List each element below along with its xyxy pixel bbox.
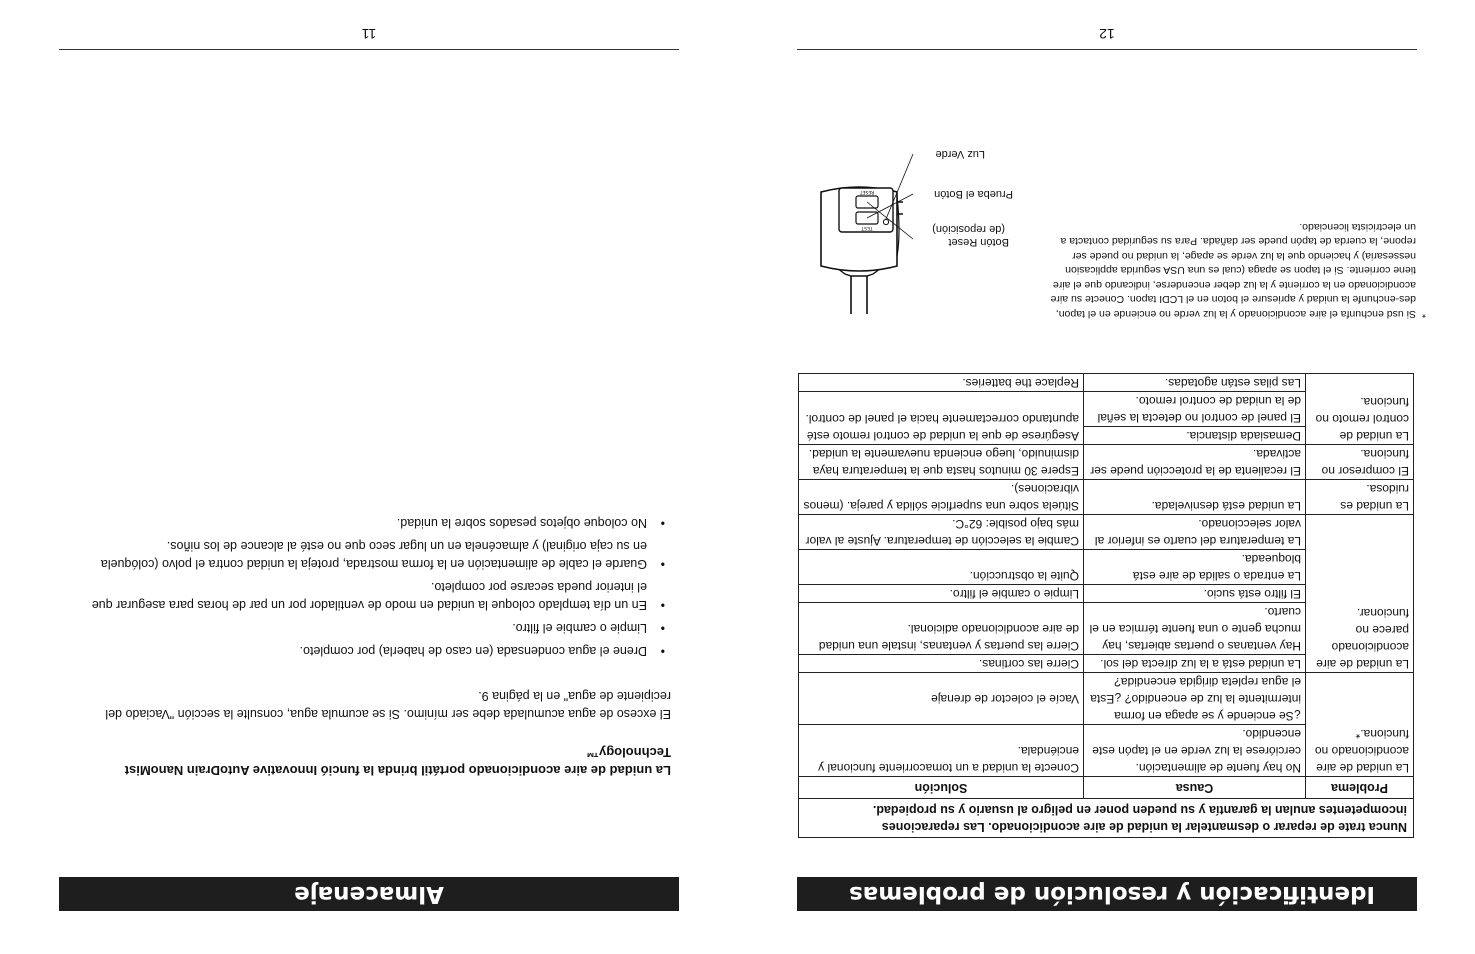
label-reset-line1: Botón Reset bbox=[948, 236, 1009, 248]
bullet-text: Guarde el cable de alimentación en la forma mostrada, proteja la unidad contra el polvo (colóquela en su caja original) y almacénela en un lugar seco que no esté al alcance de los niños. bbox=[100, 539, 647, 571]
cause-cell: La temperatura del cuarto es inferior al valor seleccionado. bbox=[1083, 514, 1305, 549]
cord-lines bbox=[851, 276, 867, 314]
cause-cell: El recalienta de la protección puede ser activada. bbox=[1083, 444, 1305, 479]
repair-warning: Nunca trate de reparar o desmantelar la unidad de aire acondicionado. Las reparaciones incompetentes anulan la garantía y su pueden poner en peligro al usuario y su propiedad. bbox=[799, 798, 1413, 837]
page-number-12: 12 bbox=[1099, 26, 1115, 42]
plug-illustration bbox=[797, 124, 1033, 314]
note-text: Si usd enchunfa el aire acondicionado y la luz verde no enciende en el tapon, des-enchunfe la unidad y apriesure el boton en el LCDI tapon. Conecte su aire acondicionado en la corriente y la luz deber encenderse, indicando que el aire tiene corriente. Si el tapon se apaga (cual es una USA segurida applicasion nessesaria) y haciendo que la luz verde se apage, la unidad no puede ser repone, la cuerda de tapón puede ser dañada. Para su seguridad contacta a un electricista licenciado. bbox=[1050, 221, 1416, 320]
cause-cell: La unidad está desnivelada. bbox=[1083, 479, 1305, 514]
footer-rule bbox=[59, 49, 679, 50]
solution-cell: Vacíe el colector de drenaje bbox=[799, 672, 1083, 724]
list-item bbox=[91, 642, 671, 660]
troubleshooting-banner: Identificación y resolución de problemas bbox=[797, 877, 1417, 911]
plug-test-label: TEST bbox=[861, 225, 873, 230]
cause-cell: El filtro está sucio. bbox=[1083, 584, 1305, 602]
problem-cell: La unidad de aire acondicionado parece no funcionar. bbox=[1305, 514, 1413, 672]
storage-page bbox=[59, 0, 679, 954]
solution-cell: Espere 30 minutos hasta que la temperatura haya disminuido, luego encienda nuevamente la unidad. bbox=[799, 444, 1083, 479]
leader-green-light bbox=[886, 154, 913, 219]
list-item bbox=[91, 578, 671, 614]
cause-cell: Hay ventanas o puertas abiertas, hay mucha gente o una fuente térmica en el cuarto. bbox=[1083, 602, 1305, 654]
solution-cell: Cierre las cortinas. bbox=[799, 654, 1083, 672]
problem-cell: La unidad es ruidosa. bbox=[1305, 479, 1413, 514]
troubleshooting-page bbox=[797, 0, 1426, 954]
header-problem: Problema bbox=[1305, 776, 1413, 798]
cause-cell: La entrada o salida de aire está bloqueada. bbox=[1083, 549, 1305, 584]
bullet-glyph: • bbox=[660, 644, 665, 658]
bullet-glyph: • bbox=[660, 598, 665, 612]
cause-cell: El panel de control no detecta la señal de la unidad de control remoto. bbox=[1083, 391, 1305, 426]
problem-cell: La unidad de aire acondicionado no funciona.* bbox=[1305, 672, 1413, 776]
bullet-glyph: • bbox=[660, 557, 665, 571]
storage-bullet-list bbox=[91, 509, 671, 660]
list-item bbox=[91, 514, 671, 532]
note-asterisk: * bbox=[1421, 308, 1426, 320]
cause-cell: ¿Se enciende y se apaga en forma intermitente la luz de encendido? ¿Esta el agua repleta dirigida encendida? bbox=[1083, 672, 1305, 724]
storage-banner: Almacenaje bbox=[59, 877, 679, 911]
storage-subheading: La unidad de aire acondicionado portátil brinda la funció Innovative AutoDrain NanoMist Technology™ bbox=[124, 745, 671, 778]
label-green-light: Luz Verde bbox=[935, 148, 985, 160]
green-light-led bbox=[883, 219, 888, 224]
troubleshooting-table bbox=[798, 373, 1414, 838]
cause-cell: Demasiada distancia. bbox=[1083, 426, 1305, 444]
bullet-glyph: • bbox=[660, 516, 665, 530]
cause-cell: No hay fuente de alimentación. cerciórese la luz verde en el tapón este encendido. bbox=[1083, 724, 1305, 776]
solution-cell: Sitúela sobre una superficie sólida y pareja. (menos vibraciones). bbox=[799, 479, 1083, 514]
storage-paragraph: El exceso de agua acumulada debe ser mínimo. Si se acumula agua, consulte la sección "Vaciado del recipiente de agua" en la página 9. bbox=[105, 689, 671, 721]
solution-cell: Quite la obstrucción. bbox=[799, 549, 1083, 584]
list-item bbox=[91, 619, 671, 637]
solution-cell: Asegúrese de que la unidad de control remoto esté apuntando correctamente hacia el panel de control. bbox=[799, 391, 1083, 444]
cause-cell: La unidad está a la luz directa del sol. bbox=[1083, 654, 1305, 672]
page-number-11: 11 bbox=[361, 26, 377, 42]
problem-cell: El compresor no funciona. bbox=[1305, 444, 1413, 479]
troubleshooting-grid bbox=[799, 374, 1413, 798]
solution-cell: Replace the batteries. bbox=[962, 376, 1079, 390]
bullet-glyph: • bbox=[660, 621, 665, 635]
bullet-text: Limpie o cambie el filtro. bbox=[512, 621, 647, 635]
list-item bbox=[91, 537, 671, 573]
bullet-text: Drene el agua condensada (en caso de haberla) por completo. bbox=[299, 644, 647, 658]
lcdi-plug-diagram bbox=[797, 124, 1033, 314]
cause-cell: Las pilas están agotadas. bbox=[1083, 374, 1305, 391]
bullet-text: En un día templado coloque la unidad en modo de ventilador por un par de horas para asegurar que el interior pueda secarse por completo. bbox=[91, 580, 647, 612]
footer-rule bbox=[797, 49, 1417, 50]
solution-cell: Cierre las puertas y ventanas, instale una unidad de aire acondicionado adicional. bbox=[799, 602, 1083, 654]
label-reset bbox=[932, 222, 1009, 248]
solution-cell: Cambie la selección de temperatura. Ajuste al valor más bajo posible: 62°C. bbox=[799, 514, 1083, 549]
lcdi-plug-note bbox=[1046, 220, 1426, 322]
header-cause: Causa bbox=[1083, 776, 1305, 798]
solution-cell: Limpie o cambie el filtro. bbox=[799, 584, 1083, 602]
label-reset-line2: (de reposición) bbox=[932, 223, 1005, 235]
bullet-text: No coloque objetos pesados sobre la unidad. bbox=[396, 516, 647, 530]
solution-cell: Conecte la unidad a un tomacorriente funcional y enciéndala. bbox=[799, 724, 1083, 776]
label-test-button: Prueba el Botón bbox=[934, 188, 1013, 200]
plug-reset-label: RESET bbox=[859, 189, 875, 194]
problem-cell: La unidad de control remoto no funciona. bbox=[1305, 374, 1413, 444]
header-solution: Solución bbox=[799, 776, 1083, 798]
